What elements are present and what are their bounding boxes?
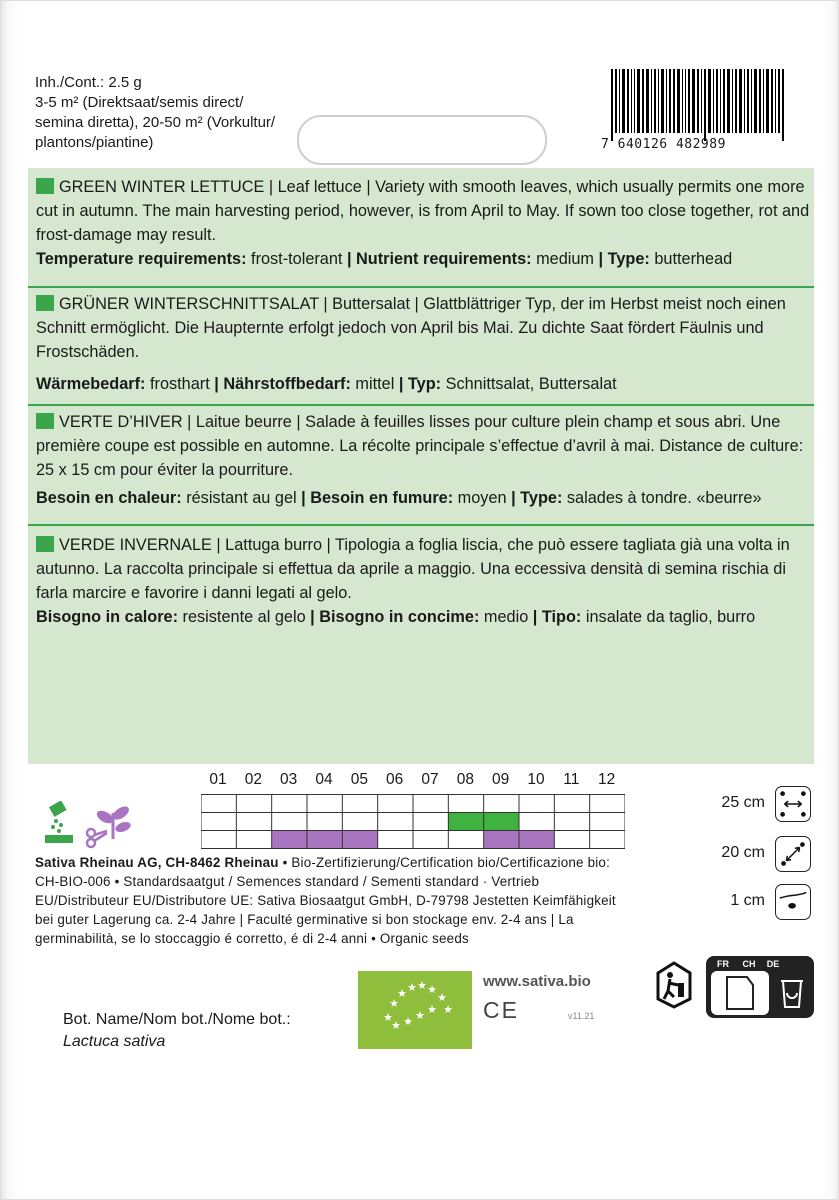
month-label: 12 [598,771,616,788]
req-label: | Nutrient requirements: [346,250,532,268]
barcode-bar [723,69,725,133]
barcode-bar [727,69,730,133]
harvest-icon [83,799,139,849]
barcode-digits: 7 640126 482989 [601,137,726,152]
barcode-bar [782,69,784,141]
sowing-icon [41,801,81,845]
barcode-bar [778,69,780,133]
barcode-bar [658,69,659,133]
description-panel [28,168,814,764]
barcode-bar [627,69,629,133]
botanical-name [63,1009,291,1053]
barcode-bar [744,69,745,133]
barcode-bar [754,69,757,133]
sowing-cell [484,830,519,848]
barcode-bar [735,69,737,133]
barcode-bar [763,69,764,133]
req-label: | Type: [511,489,563,507]
req-label: | Typ: [398,375,442,393]
sowing-depth [691,884,821,920]
plant-spacing-value: 20 cm [721,844,765,861]
barcode [601,69,797,151]
barcode-bar [766,69,769,133]
eu-star-icon: ★ [403,1015,413,1028]
month-label: 11 [563,771,580,788]
barcode-bar [673,69,675,133]
green-square-icon [36,178,54,194]
month-label: 10 [527,771,545,788]
harvest-cell [484,812,519,830]
barcode-bar [619,69,620,133]
barcode-bar [771,69,773,133]
barcode-bars [611,69,795,133]
barcode-bar [646,69,649,133]
sowing-harvest-calendar [201,771,625,849]
eu-star-icon: ★ [407,981,417,994]
country-code: DE [766,959,780,969]
eu-star-icon: ★ [397,987,407,1000]
ce-mark: CE [483,997,519,1023]
req-label: Bisogno in calore: [36,608,179,626]
harvest-cell [448,812,483,830]
barcode-bar [739,69,742,133]
req-label: Besoin en chaleur: [36,489,182,507]
barcode-bar [685,69,686,133]
barcode-bar [697,69,699,133]
barcode-bar [732,69,733,133]
barcode-bar [759,69,761,133]
calendar-grid [201,794,625,850]
company-info [35,853,635,948]
month-label: 05 [350,771,368,788]
plant-spacing-icon [775,836,811,872]
month-label: 04 [315,771,333,788]
barcode-bar [688,69,690,133]
barcode-bar [677,69,680,133]
sorting-info-icon [705,955,815,1019]
req-value: frost-tolerant [246,250,347,268]
req-value: medio [479,608,533,626]
req-value: resistente al gelo [178,608,311,626]
req-value: Schnittsalat, Buttersalat [441,375,617,393]
barcode-bar [751,69,752,133]
barcode-bar [666,69,667,133]
barcode-bar [631,69,632,133]
eu-star-icon: ★ [437,991,447,1004]
sowing-cell [272,830,307,848]
month-label: 03 [280,771,298,788]
eu-star-icon: ★ [443,1003,453,1016]
content-line: semina diretta), 20-50 m² (Vorkultur/ [35,114,276,131]
barcode-bar [775,69,776,133]
req-value: medium [531,250,599,268]
company-name: Sativa Rheinau AG, CH-8462 Rheinau [35,855,279,870]
barcode-bar [634,69,635,133]
req-label: Wärmebedarf: [36,375,146,393]
row-spacing-value: 25 cm [721,794,765,811]
hanging-tab-cutout [297,115,547,165]
req-value: résistant au gel [181,489,302,507]
barcode-bar [654,69,656,133]
month-label: 02 [244,771,262,788]
plant-spacing [691,836,821,872]
row-spacing-icon [775,786,811,822]
eu-star-icon: ★ [415,1009,425,1022]
eu-star-icon: ★ [389,997,399,1010]
req-label: | Type: [598,250,650,268]
botanical-label: Bot. Name/Nom bot./Nome bot.: [63,1011,291,1028]
content-info [35,73,285,153]
green-square-icon [36,295,54,311]
barcode-bar [661,69,664,133]
month-label: 08 [456,771,474,788]
barcode-bar [682,69,683,133]
req-label: | Bisogno in concime: [310,608,480,626]
section-text: VERTE D’HIVER | Laitue beurre | Salade à feuilles lisses pour culture plein champ et sous abri. Une première coupe est possible en automne. La récolte principale s’effectue d’avril à mai. Distance de culture: 25 x 15 cm pour éviter la pourriture. [36,413,804,479]
barcode-bar [615,69,617,133]
req-value: butterhead [649,250,733,268]
req-value: salades à tondre. «beurre» [562,489,762,507]
eu-organic-logo [358,971,472,1049]
barcode-bar [611,69,613,141]
eu-star-icon: ★ [383,1011,393,1024]
divider [28,286,814,288]
req-label: Temperature requirements: [36,250,247,268]
section-text: VERDE INVERNALE | Lattuga burro | Tipologia a foglia liscia, che può essere tagliata già una volta in autunno. La raccolta principale si effettua da aprile a maggio. Una eccessiva densità di semina rischia di farla marcire e favorire i danni legati al gelo. [36,536,790,602]
sowing-depth-value: 1 cm [730,892,765,909]
section-german [36,292,810,396]
eu-star-icon: ★ [427,1003,437,1016]
country-code: FR [717,959,729,969]
row-spacing [691,786,821,822]
barcode-bar [704,69,706,141]
green-square-icon [36,413,54,429]
barcode-bar [692,69,695,133]
green-square-icon [36,536,54,552]
req-value: frosthart [145,375,215,393]
barcode-bar [642,69,644,133]
content-line: 3-5 m² (Direktsaat/semis direct/ [35,94,244,111]
section-french [36,410,810,510]
content-line: Inh./Cont.: 2.5 g [35,74,142,91]
section-text: GREEN WINTER LETTUCE | Leaf lettuce | Variety with smooth leaves, which usually permits one more cut in autumn. The main harvesting period, however, is from April to May. If sown too close together, rot and frost-damage may result. [36,178,810,244]
month-label: 06 [386,771,404,788]
version: v11.21 [568,1011,595,1021]
month-label: 07 [421,771,439,788]
req-value: moyen [453,489,512,507]
barcode-bar [716,69,718,133]
country-code: CH [742,959,756,969]
barcode-bar [720,69,721,133]
botanical-species: Lactuca sativa [63,1033,166,1050]
req-value: insalate da taglio, burro [581,608,756,626]
barcode-bar [701,69,702,133]
sowing-cell [342,830,377,848]
eu-star-icon: ★ [427,983,437,996]
content-line: plantons/piantine) [35,134,154,151]
sowing-cell [519,830,554,848]
eu-star-icon: ★ [391,1019,401,1032]
section-english [36,175,810,271]
barcode-bar [747,69,749,133]
sowing-cell [307,830,342,848]
req-label: | Tipo: [532,608,582,626]
barcode-bar [637,69,640,133]
section-text: GRÜNER WINTERSCHNITTSALAT | Buttersalat | Glattblättriger Typ, der im Herbst meist noch einen Schnitt ermöglicht. Die Haupternte erfolgt jedoch von April bis Mai. Zu dichte Saat fördert Fäulnis und Frostschäden. [36,295,786,361]
req-label: | Nährstoffbedarf: [214,375,351,393]
month-label: 01 [209,771,227,788]
calendar-months [201,771,625,793]
section-italian [36,533,810,629]
seed-depth-icon [775,884,811,920]
barcode-bar [713,69,714,133]
req-value: mittel [350,375,399,393]
barcode-bar [708,69,711,133]
website: www.sativa.bio [483,973,591,990]
tidyman-recycling-icon [648,959,700,1011]
company-text: • Bio-Zertifizierung/Certification bio/Certificazione bio: CH-BIO-006 • Standardsaatgut / Semences standard / Sementi standard · Vertrieb EU/Distributeur EU/Distributore UE: Sativa Biosaatgut GmbH, D-79798 Jestetten Keimfähigkeit bei guter Lagerung ca. 2-4 Jahre | Faculté germinative si bon stockage env. 2-4 ans | La germinabilità, se lo stoccaggio é corretto, é di 2-4 anni • Organic seeds [35,855,616,946]
divider [28,524,814,526]
month-label: 09 [492,771,510,788]
divider [28,404,814,406]
barcode-bar [669,69,671,133]
barcode-bar [622,69,625,133]
req-label: | Besoin en fumure: [301,489,454,507]
barcode-bar [651,69,652,133]
eu-star-icon: ★ [417,979,427,992]
